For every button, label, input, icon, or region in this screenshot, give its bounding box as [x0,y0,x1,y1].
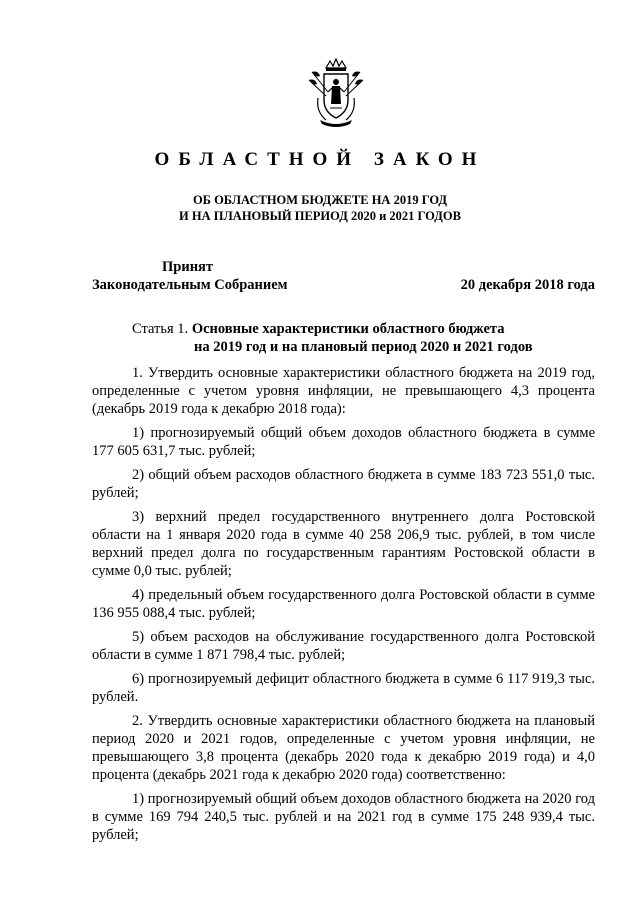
article-title-line-1: Основные характеристики областного бюджета [191,321,505,337]
article-body [92,364,595,850]
adopted-date: 20 декабря 2018 года [460,277,595,293]
coat-of-arms-icon [304,58,368,132]
article-heading [132,320,602,356]
adopted-label: Принят [162,259,214,275]
paragraph: 2. Утвердить основные характеристики областного бюджета на плановый период 2020 и 2021 годов, определенные с учетом уровня инфляции, не превышающего 3,8 процента (декабрь 2020 года к декабрю 2019 года) и 4,0 процента (декабрь 2021 года к декабрю 2020 года) соответственно: [92,713,595,783]
article-title-line-2: на 2019 год и на плановый период 2020 и 2021 годов [194,339,533,355]
article-label: Статья 1. [132,321,189,337]
law-subtitle [0,192,640,224]
paragraph: 6) прогнозируемый дефицит областного бюджета в сумме 6 117 919,3 тыс. рублей. [92,671,595,705]
adopted-by [92,258,302,294]
paragraph: 1. Утвердить основные характеристики областного бюджета на 2019 год, определенные с учетом уровня инфляции, не превышающего 4,3 процента (декабрь 2019 года к декабрю 2018 года): [92,365,595,417]
paragraph: 2) общий объем расходов областного бюджета в сумме 183 723 551,0 тыс. рублей; [92,467,595,501]
paragraph: 5) объем расходов на обслуживание государственного долга Ростовской области в сумме 1 871 798,4 тыс. рублей; [92,629,595,663]
paragraph: 1) прогнозируемый общий объем доходов областного бюджета в сумме 177 605 631,7 тыс. рублей; [92,425,595,459]
paragraph: 3) верхний предел государственного внутреннего долга Ростовской области на 1 января 2020 года в сумме 40 258 206,9 тыс. рублей, в том числе верхний предел долга по государственным гарантиям Ростовской области в сумме 0,0 тыс. рублей; [92,509,595,579]
adopted-body: Законодательным Собранием [92,277,288,293]
law-subtitle-line-2: И НА ПЛАНОВЫЙ ПЕРИОД 2020 и 2021 ГОДОВ [179,209,461,223]
law-subtitle-line-1: ОБ ОБЛАСТНОМ БЮДЖЕТЕ НА 2019 ГОД [192,193,448,207]
paragraph: 4) предельный объем государственного долга Ростовской области в сумме 136 955 088,4 тыс. рублей; [92,587,595,621]
law-title: ОБЛАСТНОЙ ЗАКОН [154,149,486,170]
paragraph: 1) прогнозируемый общий объем доходов областного бюджета на 2020 год в сумме 169 794 240,5 тыс. рублей и на 2021 год в сумме 175 248 939,4 тыс. рублей; [92,791,595,843]
